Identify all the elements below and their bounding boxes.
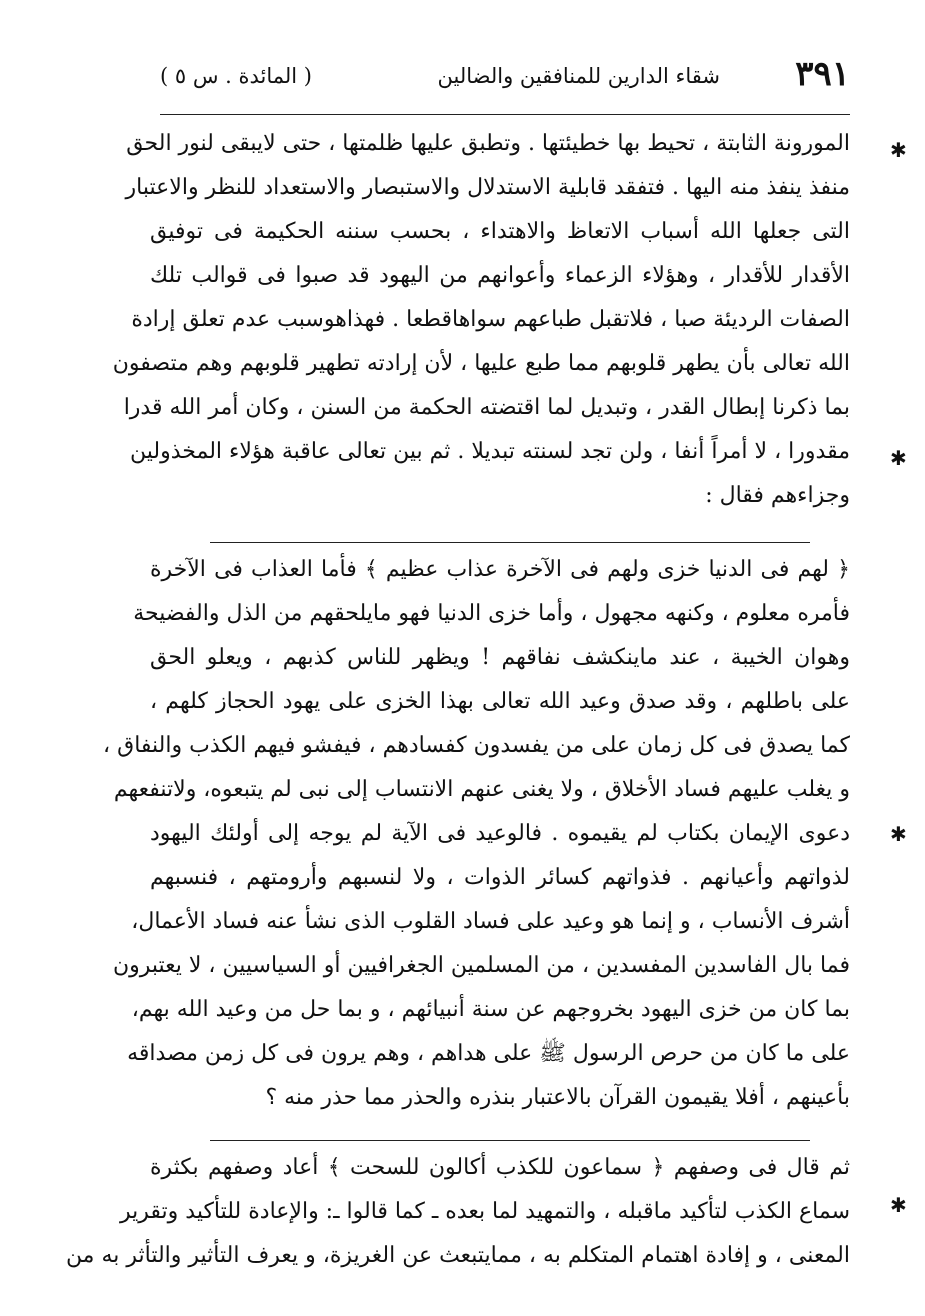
text-line: كما يصدق فى كل زمان على من يفسدون كفسادهم ، فيفشو فيهم الكذب والنفاق ،	[103, 733, 850, 758]
text-line: المورونة الثابتة ، تحيط بها خطيئتها . وتطبق عليها ظلمتها ، حتى لايبقى لنور الحق	[126, 131, 850, 156]
text-line: بما ذكرنا إبطال القدر ، وتبديل لما اقتضته الحكمة من السنن ، وكان أمر الله قدرا	[123, 395, 850, 420]
book-title: شقاء الدارين للمنافقين والضالين	[437, 64, 720, 88]
text-line: بأعينهم ، أفلا يقيمون القرآن بالاعتبار بنذره والحذر مما حذر منه ؟	[265, 1085, 850, 1110]
text-line: سماع الكذب لتأكيد ماقبله ، والتمهيد لما بعده ـ كما قالوا ـ: والإعادة للتأكيد وتقرير	[120, 1199, 850, 1224]
page-header	[160, 52, 850, 104]
margin-ornament: ✱	[890, 1193, 907, 1217]
text-line: و يغلب عليهم فساد الأخلاق ، ولا يغنى عنهم الانتساب إلى نبى لم يتبعوه، ولاتنفعهم	[113, 777, 850, 802]
text-line: وهوان الخيبة ، عند ماينكشف نفاقهم ! ويظهر للناس كذبهم ، ويعلو الحق	[150, 645, 850, 670]
text-line: على ما كان من حرص الرسول ﷺ على هداهم ، وهم يرون فى كل زمن مصداقه	[127, 1041, 850, 1066]
text-line: دعوى الإيمان بكتاب لم يقيموه . فالوعيد فى الآية لم يوجه إلى أولئك اليهود	[150, 821, 850, 846]
text-line: فأمره معلوم ، وكنهه مجهول ، وأما خزى الدنيا فهو مايلحقهم من الذل والفضيحة	[133, 601, 850, 626]
text-line: على باطلهم ، وقد صدق وعيد الله تعالى بهذا الخزى على يهود الحجاز كلهم ،	[150, 689, 850, 714]
text-line: أشرف الأنساب ، و إنما هو وعيد على فساد القلوب الذى نشأ عنه فساد الأعمال،	[131, 909, 850, 934]
margin-ornament: ✱	[890, 138, 907, 162]
text-line: فما بال الفاسدين المفسدين ، من المسلمين الجغرافيين أو السياسيين ، لا يعتبرون	[112, 953, 850, 978]
margin-ornament: ✱	[890, 446, 907, 470]
paragraph-verse-commentary	[103, 548, 850, 1120]
text-line: ثم قال فى وصفهم ﴿ سماعون للكذب أكالون للسحت ﴾ أعاد وصفهم بكثرة	[150, 1155, 850, 1180]
surah-reference: ( المائدة . س ٥ )	[160, 64, 313, 88]
text-line: الصفات الرديئة صبا ، فلاتقبل طباعهم سواهاقطعا . فهذاهوسبب عدم تعلق إرادة	[131, 307, 850, 332]
header-rule	[160, 114, 850, 115]
text-line: المعنى ، و إفادة اهتمام المتكلم به ، ممايتبعث عن الغريزة، و يعرف التأثير والتأثر به من	[65, 1243, 850, 1268]
text-line: ﴿ لهم فى الدنيا خزى ولهم فى الآخرة عذاب عظيم ﴾ فأما العذاب فى الآخرة	[150, 557, 850, 582]
text-line: منفذ ينفذ منه اليها . فتفقد قابلية الاستدلال والاستبصار والاستعداد للنظر والاعتبار	[125, 175, 850, 200]
text-line: مقدورا ، لا أمراً أنفا ، ولن تجد لسنته تبديلا . ثم بين تعالى عاقبة هؤلاء المخذولين	[130, 439, 850, 464]
section-divider	[210, 542, 810, 543]
text-line: بما كان من خزى اليهود بخروجهم عن سنة أنبيائهم ، و بما حل من وعيد الله بهم،	[131, 997, 850, 1022]
text-line: لذواتهم وأعيانهم . فذواتهم كسائر الذوات ، ولا لنسبهم وأرومتهم ، فنسبهم	[150, 865, 850, 890]
page-number: ٣٩١	[795, 54, 850, 94]
text-line: الأقدار للأقدار ، وهؤلاء الزعماء وأعوانهم من اليهود قد صبوا فى قوالب تلك	[150, 263, 850, 288]
section-divider	[210, 1140, 810, 1141]
paragraph-next-verse	[65, 1146, 850, 1278]
text-line: وجزاءهم فقال :	[705, 483, 850, 508]
margin-ornament: ✱	[890, 822, 907, 846]
text-line: التى جعلها الله أسباب الاتعاظ والاهتداء ، بحسب سننه الحكيمة فى توفيق	[150, 219, 850, 244]
text-line: الله تعالى بأن يطهر قلوبهم مما طبع عليها ، لأن إرادته تطهير قلوبهم وهم متصفون	[112, 351, 850, 376]
paragraph-commentary	[112, 122, 850, 518]
